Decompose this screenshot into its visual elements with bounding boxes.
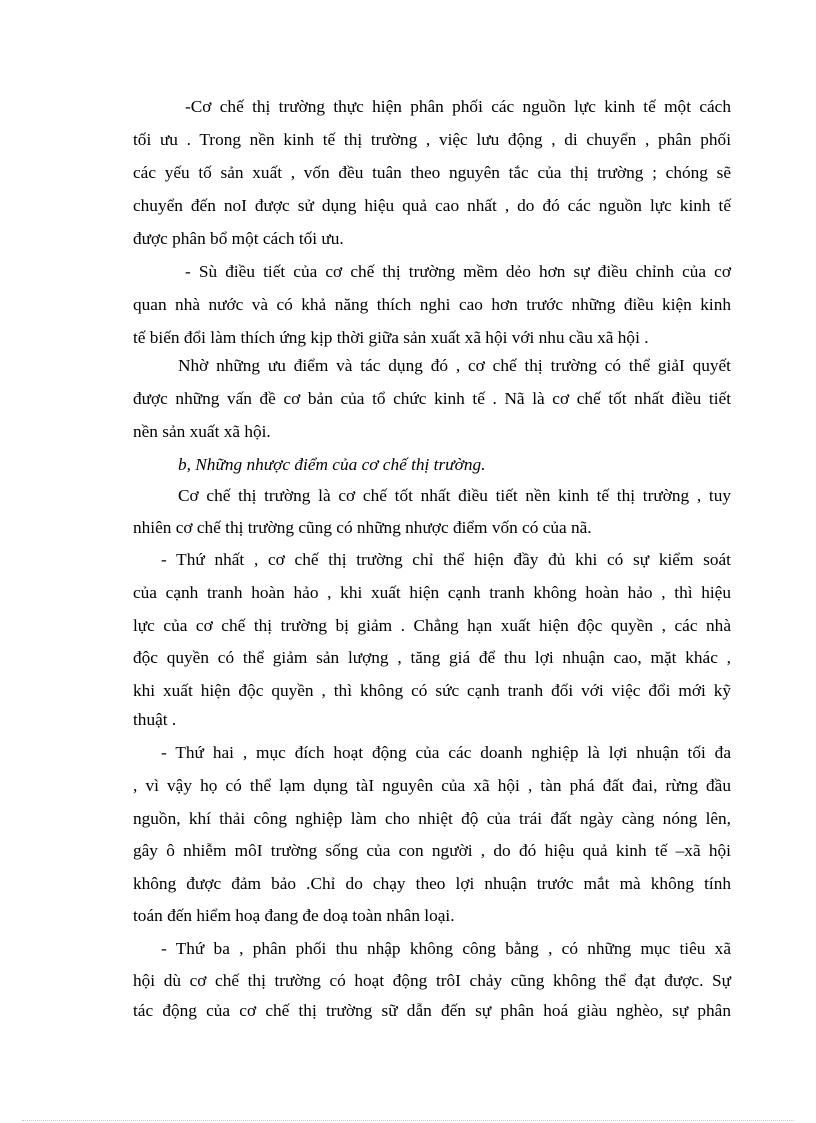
paragraph-line: được những vấn đề cơ bản của tổ chức kinh tế . Nã là cơ chế tốt nhất điều tiết — [133, 389, 731, 408]
list-item-line: độc quyền có thể giảm sản lượng , tăng giá để thu lợi nhuận cao, mặt khác , — [133, 648, 731, 667]
paragraph-line: -Cơ chế thị trường thực hiện phân phối các nguồn lực kinh tế một cách — [185, 97, 731, 116]
list-item-line: tác động của cơ chế thị trường sữ dẫn đến sự phân hoá giàu nghèo, sự phân — [133, 1001, 731, 1020]
paragraph-line: tối ưu . Trong nền kinh tế thị trường , việc lưu động , di chuyển , phân phối — [133, 130, 731, 149]
page-bottom-divider — [22, 1120, 794, 1121]
list-item-line: thuật . — [133, 710, 177, 729]
list-item-line: - Thứ hai , mục đích hoạt động của các doanh nghiệp là lợi nhuận tối đa — [161, 743, 731, 762]
list-item-line: - Thứ ba , phân phối thu nhập không công bằng , có những mục tiêu xã — [161, 939, 731, 958]
paragraph-line: được phân bổ một cách tối ưu. — [133, 229, 344, 248]
paragraph-line: chuyển đến noI được sử dụng hiệu quả cao nhất , do đó các nguồn lực kinh tế — [133, 196, 731, 215]
list-item-line: lực của cơ chế thị trường bị giảm . Chẳng hạn xuất hiện độc quyền , các nhà — [133, 616, 731, 635]
list-item-line: toán đến hiểm hoạ đang đe doạ toàn nhân loại. — [133, 906, 455, 925]
section-heading: b, Những nhược điểm của cơ chế thị trường. — [178, 455, 486, 474]
list-item-line: gây ô nhiễm môI trường sống của con người , do đó hiệu quả kinh tế –xã hội — [133, 841, 731, 860]
paragraph-line: tế biến đổi làm thích ứng kịp thời giữa sản xuất xã hội với nhu cầu xã hội . — [133, 328, 649, 347]
list-item-line: nguồn, khí thải công nghiệp làm cho nhiệt độ của trái đất ngày càng nóng lên, — [133, 809, 731, 828]
list-item-line: của cạnh tranh hoàn hảo , khi xuất hiện cạnh tranh không hoàn hảo , thì hiệu — [133, 583, 731, 602]
paragraph-line: - Sù điều tiết của cơ chế thị trường mềm dẻo hơn sự điều chỉnh của cơ — [185, 262, 731, 281]
paragraph-line: quan nhà nước và có khả năng thích nghi cao hơn trước những điều kiện kinh — [133, 295, 731, 314]
paragraph-line: nhiên cơ chế thị trường cũng có những nhược điểm vốn có của nã. — [133, 518, 592, 537]
paragraph-line: các yếu tố sản xuất , vốn đều tuân theo nguyên tắc của thị trường ; chóng sẽ — [133, 163, 731, 182]
list-item-line: , vì vậy họ có thể lạm dụng tàI nguyên của xã hội , tàn phá đất đai, rừng đầu — [133, 776, 731, 795]
list-item-line: khi xuất hiện độc quyền , thì không có sức cạnh tranh đối với việc đổi mới kỹ — [133, 681, 731, 700]
list-item-line: không được đảm bảo .Chỉ do chạy theo lợi nhuận trước mắt mà không tính — [133, 874, 731, 893]
list-item-line: - Thứ nhất , cơ chế thị trường chỉ thể hiện đầy đủ khi có sự kiểm soát — [161, 550, 731, 569]
paragraph-line: Cơ chế thị trường là cơ chế tốt nhất điều tiết nền kinh tế thị trường , tuy — [178, 486, 731, 505]
paragraph-line: nền sản xuất xã hội. — [133, 422, 271, 441]
paragraph-line: Nhờ những ưu điểm và tác dụng đó , cơ chế thị trường có thể giảI quyết — [178, 356, 731, 375]
list-item-line: hội dù cơ chế thị trường có hoạt động trôI chảy cũng không thể đạt được. Sự — [133, 971, 731, 990]
